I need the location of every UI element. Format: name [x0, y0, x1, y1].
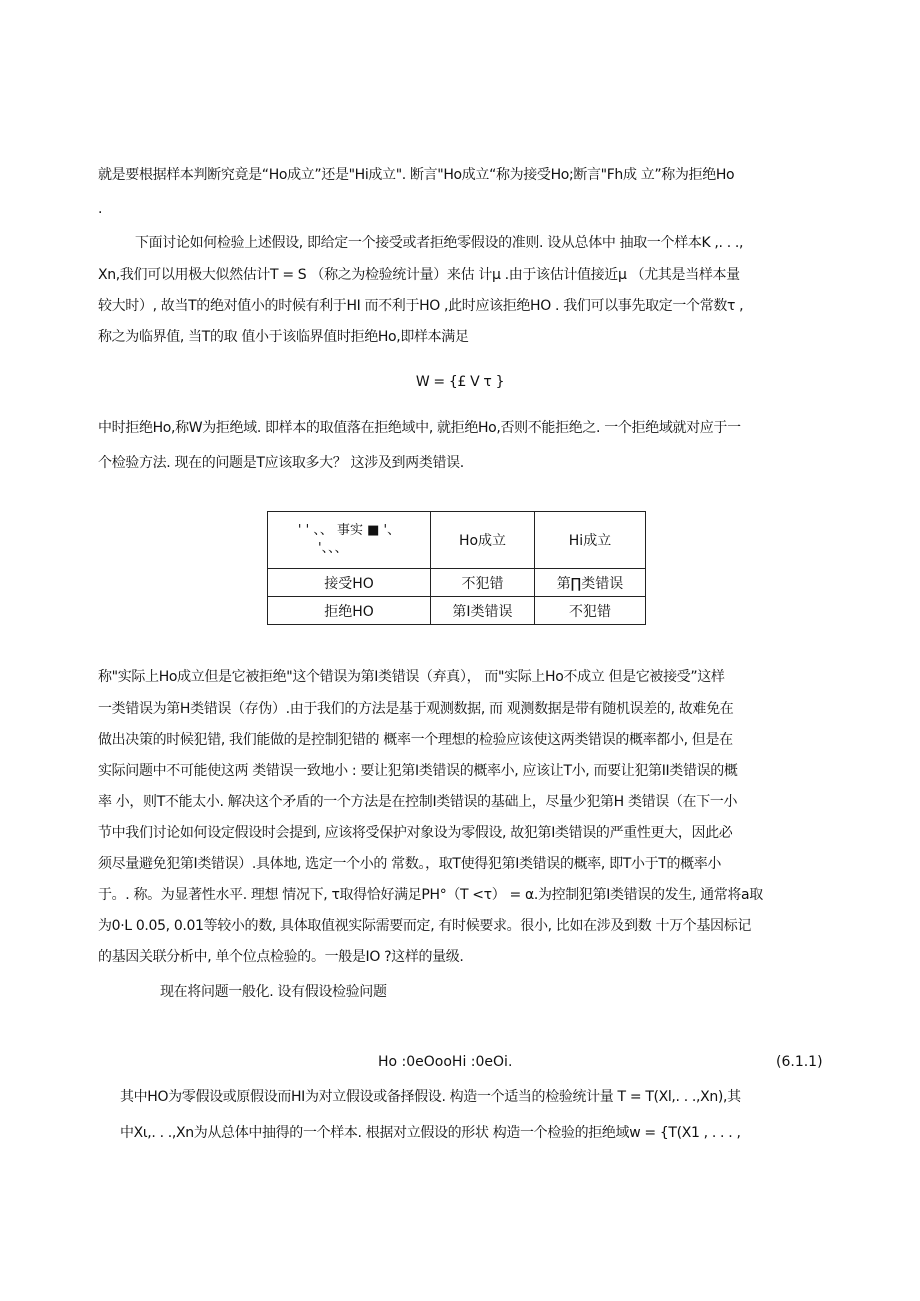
paragraph-4-line-4: 实际问题中不可能使这两 类错误一致地小 : 要让犯第I类错误的概率小, 应该让T小, 而要让犯第II类错误的概: [98, 763, 738, 779]
table-header-row: [268, 512, 646, 569]
paragraph-4-line-10: 的基因关联分析中, 单个位点检验的。一般是IO ?这样的量级.: [98, 949, 464, 965]
paragraph-6-line-2: 中Xι,. . .,Xn为从总体中抽得的一个样本. 根据对立假设的形状 构造一个检验的拒绝域w = {T(X1 , . . . ,: [120, 1125, 741, 1141]
column-header-h1-true: Hi成立: [535, 512, 646, 569]
paragraph-6-line-1: 其中HO为零假设或原假设而HI为对立假设或备择假设. 构造一个适当的检验统计量 T = T(Xl,. . .,Xn),其: [120, 1089, 741, 1105]
row-label-accept: 接受HO: [268, 569, 431, 597]
table-row: [268, 569, 646, 597]
paragraph-2-line-4: 称之为临界值, 当T的取 值小于该临界值时拒绝Ho,即样本满足: [98, 329, 469, 345]
paragraph-4-line-3: 做出决策的时候犯错, 我们能做的是控制犯错的 概率一个理想的检验应该使这两类错误的概率都小, 但是在: [98, 732, 733, 748]
row-label-reject: 拒绝HO: [268, 597, 431, 625]
table-cell: 不犯错: [431, 569, 535, 597]
paragraph-3-line-1: 中时拒绝Ho,称W为拒绝域. 即样本的取值落在拒绝域中, 就拒绝Ho,否则不能拒绝之. 一个拒绝域就对应于一: [98, 420, 741, 436]
paragraph-2-line-1: 下面讨论如何检验上述假设, 即给定一个接受或者拒绝零假设的准则. 设从总体中 抽取一个样本K ,. . .,: [135, 235, 744, 251]
paragraph-3-line-2: 个检验方法. 现在的问题是T应该取多大？ 这涉及到两类错误.: [98, 455, 464, 471]
paragraph-4-line-1: 称"实际上Ho成立但是它被拒绝"这个错误为第I类错误（弃真）， 而"实际上Ho不成立 但是它被接受”这样: [98, 669, 725, 685]
paragraph-1-line-2: .: [98, 201, 103, 217]
table-cell: 不犯错: [535, 597, 646, 625]
column-header-h0-true: Ho成立: [431, 512, 535, 569]
paragraph-4-line-6: 节中我们讨论如何设定假设时会提到, 应该将受保护对象设为零假设, 故犯第I类错误的严重性更大，因此必: [98, 825, 733, 841]
table-corner-cell: [268, 512, 431, 569]
rejection-region-formula: W = {£ V τ }: [415, 374, 505, 390]
paragraph-5: 现在将问题一般化. 设有假设检验问题: [160, 984, 387, 1000]
paragraph-4-line-2: 一类错误为第H类错误（存伪）.由于我们的方法是基于观测数据, 而 观测数据是带有随机误差的, 故难免在: [98, 701, 734, 717]
equation-number: (6.1.1): [776, 1054, 823, 1070]
error-types-table: [267, 511, 646, 625]
paragraph-4-line-8: 于。. 称。为显著性水平. 理想 情况下, τ取得恰好满足PH°（T <τ） = α.为控制犯第I类错误的发生, 通常将a取: [98, 887, 763, 903]
paragraph-2-line-3: 较大时）, 故当T的绝对值小的时候有利于HI 而不利于HO ,此时应该拒绝HO . 我们可以事先取定一个常数τ ,: [98, 298, 744, 314]
paragraph-4-line-7: 须尽量避免犯第I类错误）.具体地, 选定一个小的 常数。，取T使得犯第I类错误的概率, 即T小于T的概率小: [98, 856, 722, 872]
paragraph-4-line-9: 为0·L 0.05, 0.01等较小的数, 具体取值视实际需要而定, 有时候要求。很小, 比如在涉及到数 十万个基因标记: [98, 918, 752, 934]
table-row: [268, 597, 646, 625]
table-cell: 第I类错误: [431, 597, 535, 625]
paragraph-4-line-5: 率 小，则T不能太小. 解决这个矛盾的一个方法是在控制I类错误的基础上，尽量少犯第H 类错误（在下一小: [98, 794, 738, 810]
paragraph-2-line-2: Xn,我们可以用极大似然估计T = S （称之为检验统计量）来估 计μ .由于该估计值接近μ （尤其是当样本量: [98, 267, 740, 283]
table-cell: 第∏类错误: [535, 569, 646, 597]
corner-label-bottom: '、、、: [318, 541, 348, 556]
equation-6-1-1: Ho :0eOooHi :0eOi.: [378, 1054, 513, 1070]
corner-label-top: ' ' 、、 事实 ■ '、: [297, 523, 401, 538]
paragraph-1-line-1: 就是要根据样本判断究竟是“Ho成立”还是"Hi成立". 断言"Ho成立“称为接受Ho;断言"Fh成 立”称为拒绝Ho: [98, 167, 735, 183]
